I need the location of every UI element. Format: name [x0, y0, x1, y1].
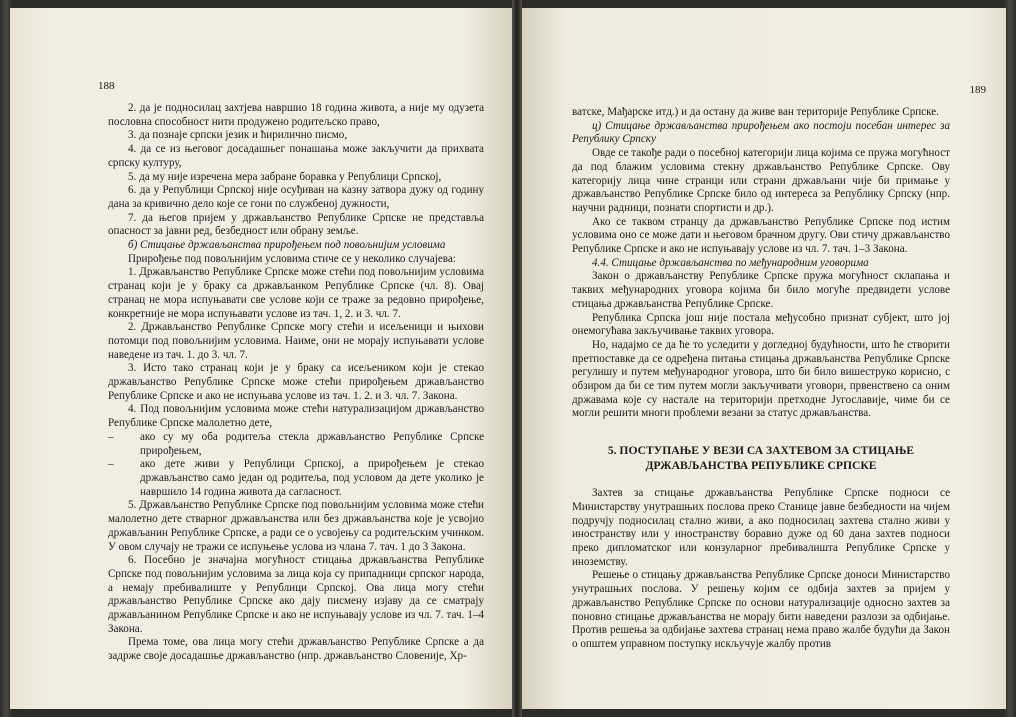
paragraph: Закон о држављанству Републике Српске пружа могућност склапања и таквих међународних уговора којима би било могуће предвидети услове стицања држављанства Републике Српске. [572, 270, 950, 310]
paragraph: 5. да му није изречена мера забране боравка у Републици Српској, [128, 170, 442, 183]
section-heading: 5. ПОСТУПАЊЕ У ВЕЗИ СА ЗАХТЕВОМ ЗА СТИЦАЊЕ ДРЖАВЉАНСТВА РЕПУБЛИКЕ СРПСКЕ [607, 444, 915, 473]
right-page-text [572, 106, 950, 652]
paragraph: 3. Исто тако странац који је у браку са исељеником који је стекао држављанство Републике Српске може стећи прирођењем држављанство Републике Српске и ако не испуњава услове из тач. 1. 2. и 3. чл. 7. Закона. [108, 362, 484, 402]
page-number-left: 188 [98, 80, 115, 92]
paragraph: 3. да познаје српски језик и ћирилично писмо, [128, 129, 348, 142]
book-gutter [512, 0, 522, 717]
paragraph: 1. Држављанство Републике Српске може стећи под повољнијим условима странац који је у браку са држављанком Републике Српске (чл. 8). Овај странац не мора испуњавати све услове који се траже за редовно прирођење, конкретније не мора испуњавати услове из тач. 1, 2. и 3. чл. 7. [108, 266, 484, 320]
subsection-title: б) Стицање држављанства прирођењем под повољнијим условима [128, 239, 446, 252]
subsection-title: ц) Стицање држављанства прирођењем ако постоји посебан интерес за Републику Српску [572, 119, 950, 146]
paragraph: ватске, Мађарске итд.) и да остану да живе ван територије Републике Српске. [572, 106, 939, 118]
paragraph: 4. Под повољнијим условима може стећи натурализацијом држављанство Републике Српске малолетно дете, [108, 403, 484, 430]
paragraph: 6. Посебно је значајна могућност стицања држављанства Републике Српске под повољнијим условима за лица која су припадници српског народа, а немају пребивалиште у Републици Српској. Ова лица могу стећи држављанство Републике Српске ако дају писмену изјаву да се сматрају држављанином Републике Српске и ако не испуњавају услове из чл. 7. тач. 1–4 Закона. [108, 554, 484, 635]
paragraph: 2. да је подносилац захтјева навршио 18 година живота, а није му одузета пословна способност нити продужено родитељско право, [108, 102, 484, 128]
paragraph: Но, надајмо се да ће то уследити у догледној будућности, што ће створити претпоставке да се одређена питања стицања држављанства Републике Српске регулишу и путем међународног уговора, што би било вишеструко корисно, с обзиром да би се тим путем могли закључивати уговори, првенствено са оним државама које су настале на територији претходне Југославије, чиме би се могли решити многи проблеми везани за статус држављанства. [572, 338, 950, 420]
paragraph: 2. Држављанство Републике Српске могу стећи и исељеници и њихови потомци под повољнијим условима. Наиме, они не морају испуњавати услове наведене из тач. 1. до 3. чл. 7. [108, 321, 484, 361]
subsection-title: 4.4. Стицање држављанства по међународним уговорима [592, 256, 869, 269]
paragraph: Прирођење под повољнијим условима стиче се у неколико случајева: [128, 252, 456, 265]
page-number-right: 189 [969, 84, 986, 96]
paragraph: Према томе, ова лица могу стећи држављанство Републике Српске а да задрже своје досадашње држављанство (нпр. држављанство Словеније, Хр- [108, 636, 484, 663]
paragraph: 4. да се из његовог досадашњег понашања може закључити да прихвата српску културу, [108, 143, 484, 169]
list-item: – ако су му оба родитеља стекла држављанство Републике Српске прирођењем, [108, 431, 484, 458]
list-item: – ако дете живи у Републици Српској, а прирођењем је стекао држављанство само један од родитеља, под условом да дете уколико је навршило 14 година живота да сагласност. [108, 458, 484, 499]
bullet-list [108, 431, 484, 500]
paragraph: Решење о стицању држављанства Републике Српске доноси Министарство унутрашњих послова. У решењу којим се одбија захтев за пријем у држављанство Републике Српске по основи натурализације односно захтев за поновно стицање држављанства не морају бити наведени разлози за одбијање. Против решења за одбијање захтева странац нема право жалбе будући да Закон о општем управном поступку искључује жалбу против [572, 569, 950, 650]
paragraph: Захтев за стицање држављанства Републике Српске подноси се Министарству унутрашњих послова преко Станице јавне безбедности на чијем подручју подносилац стално живи, а ако подносилац захтева стално живи у иностранству или у иностранству боравио дуже од 60 дана захтев подноси преко дипломатског или конзуларног пребивалишта Републике Српске у иноземству. [572, 487, 950, 568]
right-page [522, 8, 1006, 709]
paragraph: 5. Држављанство Републике Српске под повољнијим условима може стећи малолетно дете стварног држављанства или без држављанства које је усвојио држављанин Републике Српске, а ради се о усвојењу са родитељским учинком. У овом случају не тражи се испуњење услова из члана 7. тач. 1 до 3 Закона. [108, 499, 484, 553]
left-page [10, 8, 512, 709]
paragraph: 6. да у Републици Српској није осуђиван на казну затвора дужу од годину дана за кривично дело које се гони по службеној дужности, [108, 184, 484, 210]
paragraph: Ако се таквом странцу да држављанство Републике Српске под истим условима оно се може дати и његовом брачном другу. Ови стичу држављанство Републике Српске и ако не испуњавају услове из чл. 7. тач. 1–3 Закона. [572, 215, 950, 256]
paragraph: Република Српска још није постала међусобно признат субјект, што јој онемогућава закључивање таквих уговора. [572, 311, 950, 338]
paragraph: Овде се такође ради о посебној категорији лица којима се пружа могућност да под блажим условима стекну држављанство Републике Српске. Ову категорију лица чине странци или страни држављани чије би примање у држављанство Републике Српске било од интереса за Републику Српску (нпр. научни радници, познати спортисти и др.). [572, 147, 950, 214]
paragraph: 7. да његов пријем у држављанство Републике Српске не представља опасност за јавни ред, безбедност или обрану земље. [108, 211, 484, 238]
left-page-text [108, 102, 484, 664]
